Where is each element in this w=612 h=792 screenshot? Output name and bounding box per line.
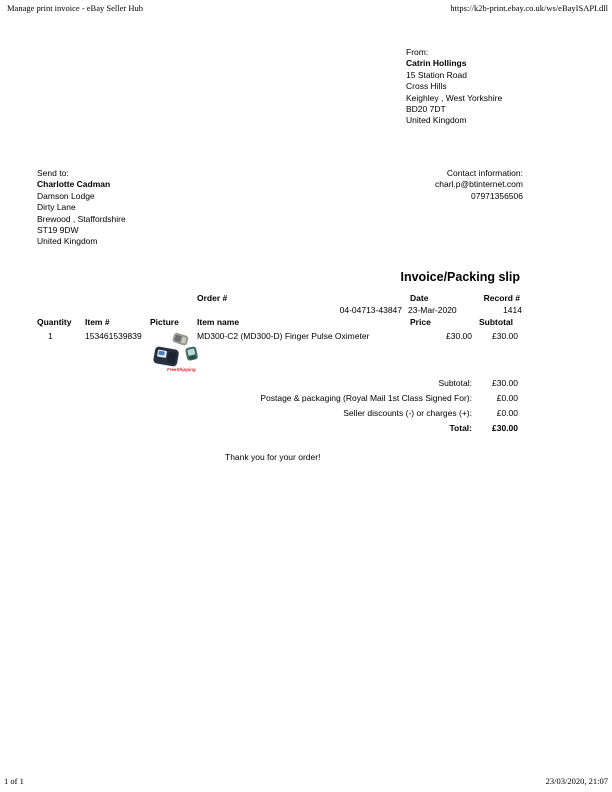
contact-phone: 07971356506 xyxy=(470,190,523,201)
print-header-title: Manage print invoice - eBay Seller Hub xyxy=(7,3,143,13)
thank-you-message: Thank you for your order! xyxy=(225,452,321,462)
totals-discounts-label: Seller discounts (-) or charges (+): xyxy=(343,408,472,418)
totals-discounts-value: £0.00 xyxy=(496,408,518,418)
print-header-url: https://k2b-print.ebay.co.uk/ws/eBayISAPI.dll xyxy=(450,3,608,13)
totals-postage-label: Postage & packaging (Royal Mail 1st Class Signed For): xyxy=(260,393,472,403)
send-to-address-line: ST19 9DW xyxy=(37,225,79,236)
order-number-value: 04-04713-43847 xyxy=(339,305,402,315)
send-to-address-line: United Kingdom xyxy=(37,236,98,247)
from-address-line: BD20 7DT xyxy=(406,104,446,115)
send-to-label: Send to: xyxy=(37,168,69,178)
column-header-subtotal: Subtotal xyxy=(479,317,513,327)
date-header: Date xyxy=(410,293,429,303)
invoice-title: Invoice/Packing slip xyxy=(400,270,520,284)
send-to-address-line: Dirty Lane xyxy=(37,202,76,213)
totals-subtotal-value: £30.00 xyxy=(492,378,518,388)
from-address-line: 15 Station Road xyxy=(406,69,467,80)
from-address-line: Keighley , West Yorkshire xyxy=(406,92,503,103)
send-to-address-line: Brewood , Staffordshire xyxy=(37,213,126,224)
item-subtotal-value: £30.00 xyxy=(492,331,518,341)
totals-total-label: Total: xyxy=(449,423,472,433)
column-header-price: Price xyxy=(410,317,431,327)
date-value: 23-Mar-2020 xyxy=(408,305,457,315)
column-header-item-name: Item name xyxy=(197,317,240,327)
contact-information-block xyxy=(435,168,523,202)
totals-total-value: £30.00 xyxy=(492,423,518,433)
column-header-picture: Picture xyxy=(150,317,179,327)
contact-email: charl.p@btinternet.com xyxy=(434,179,523,190)
send-to-address-block xyxy=(37,168,126,248)
from-address-line: Cross Hills xyxy=(406,81,447,92)
from-address-line: United Kingdom xyxy=(406,115,467,126)
totals-subtotal-label: Subtotal: xyxy=(438,378,472,388)
from-address-block xyxy=(406,47,502,127)
record-number-value: 1414 xyxy=(503,305,522,315)
item-number-value: 153461539839 xyxy=(85,331,142,341)
print-footer-page-number: 1 of 1 xyxy=(4,776,24,786)
contact-label: Contact information: xyxy=(446,168,523,178)
order-number-header: Order # xyxy=(197,293,228,303)
item-price-value: £30.00 xyxy=(446,331,472,341)
totals-postage-value: £0.00 xyxy=(496,393,518,403)
column-header-quantity: Quantity xyxy=(37,317,72,327)
item-quantity-value: 1 xyxy=(48,331,53,341)
from-label: From: xyxy=(406,47,429,57)
item-name-value: MD300-C2 (MD300-D) Finger Pulse Oximeter xyxy=(197,331,370,341)
record-number-header: Record # xyxy=(483,293,520,303)
send-to-address-line: Damson Lodge xyxy=(37,190,95,201)
column-header-item-number: Item # xyxy=(85,317,110,327)
thumbnail-red-badge-text: FreeShipping xyxy=(167,367,196,372)
from-name: Catrin Hollings xyxy=(406,58,467,69)
print-footer-timestamp: 23/03/2020, 21:07 xyxy=(545,776,608,786)
send-to-name: Charlotte Cadman xyxy=(37,179,111,190)
